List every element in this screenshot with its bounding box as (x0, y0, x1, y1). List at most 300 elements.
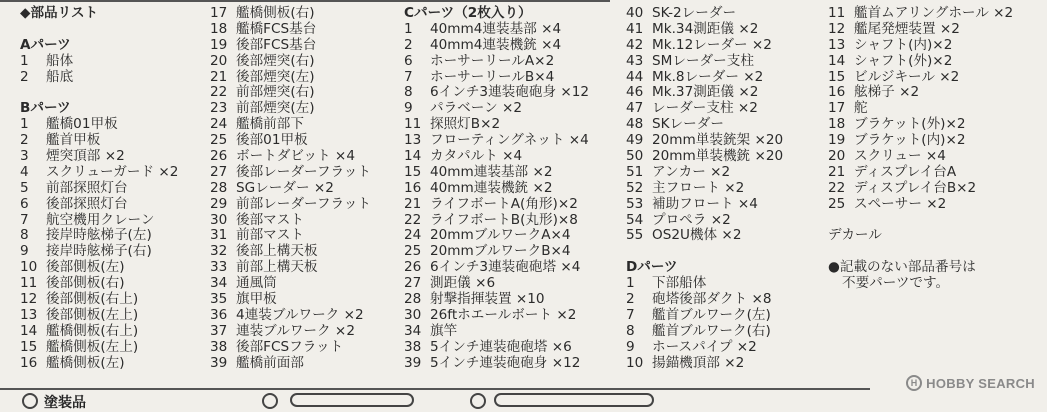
part-name: 4連装ブルワーク ×2 (236, 306, 364, 323)
part-row (624, 117, 783, 133)
part-name: SGレーダー ×2 (236, 179, 334, 196)
part-name: 後部01甲板 (236, 132, 308, 149)
part-name: SK-2レーダー (652, 5, 737, 21)
section-heading: Cパーツ（2枚入り） (404, 5, 532, 21)
part-name: 26ftホエールボート ×2 (430, 306, 577, 323)
part-name: ディスプレイ台B×2 (854, 179, 977, 196)
part-name: 5インチ連装砲砲塔 ×6 (430, 338, 572, 355)
part-number: 25 (404, 243, 422, 260)
part-number: 17 (828, 100, 846, 117)
part-number: 11 (828, 5, 846, 21)
part-name: 後部FCSフラット (236, 338, 344, 355)
part-name: 後部側板(左) (46, 259, 125, 276)
part-row (18, 356, 178, 372)
part-number: 21 (404, 195, 422, 212)
part-row (826, 181, 1013, 197)
part-number: 22 (828, 179, 846, 196)
part-number: 1 (20, 52, 29, 69)
part-row (402, 101, 589, 117)
part-number: 7 (404, 68, 413, 85)
section-heading-cut: 塗装品 (44, 395, 86, 411)
part-row (402, 292, 589, 308)
hobby-search-logo-icon: H (906, 375, 922, 391)
part-number: 5 (20, 179, 29, 196)
note-text: デカール (828, 227, 882, 244)
part-number: 28 (404, 291, 422, 308)
part-name: 20mmブルワークA×4 (430, 227, 571, 244)
part-number: 28 (210, 179, 228, 196)
part-row (18, 165, 178, 181)
part-number: 54 (626, 211, 644, 228)
part-row (208, 340, 371, 356)
part-row (624, 324, 783, 340)
part-row (826, 149, 1013, 165)
part-row (826, 54, 1013, 70)
part-name: 接岸時舷梯子(左) (46, 227, 152, 244)
part-number: 20 (210, 52, 228, 69)
part-row (208, 197, 371, 213)
part-name: アンカー ×2 (652, 163, 731, 180)
note-text: ●記載のない部品番号は (828, 259, 976, 276)
part-number: 7 (626, 306, 635, 323)
part-name: 下部船体 (652, 275, 707, 292)
part-number: 36 (210, 306, 228, 323)
part-number: 53 (626, 195, 644, 212)
part-row (402, 165, 589, 181)
part-number: 24 (210, 116, 228, 133)
part-name: 5インチ連装砲砲身 ×12 (430, 354, 581, 371)
step-label-box-1 (290, 393, 414, 407)
part-row (208, 133, 371, 149)
part-row (402, 340, 589, 356)
section-heading: Bパーツ (20, 100, 71, 117)
part-number: 1 (626, 275, 635, 292)
part-number: 30 (404, 306, 422, 323)
part-row (826, 22, 1013, 38)
part-row (402, 22, 589, 38)
part-name: 艦橋側板(右) (236, 5, 315, 21)
step-circle-3 (470, 393, 486, 409)
part-row (402, 228, 589, 244)
part-number: 22 (404, 211, 422, 228)
part-name: 艦橋前面部 (236, 354, 304, 371)
part-row (402, 356, 589, 372)
part-number: 1 (404, 20, 413, 37)
part-row (18, 181, 178, 197)
part-number: 3 (20, 148, 29, 165)
part-name: 補助フロート ×4 (652, 195, 758, 212)
part-name: シャフト(外)×2 (854, 52, 953, 69)
part-number: 40 (626, 5, 644, 21)
part-name: 探照灯B×2 (430, 116, 501, 133)
spacer (826, 244, 1013, 260)
part-number: 1 (20, 116, 29, 133)
part-number: 48 (626, 116, 644, 133)
part-name: 40mm4連装基部 ×4 (430, 20, 562, 37)
heading-row (18, 101, 178, 117)
part-name: 航空機用クレーン (46, 211, 155, 228)
part-name: 後部マスト (236, 211, 304, 228)
part-number: 35 (210, 291, 228, 308)
part-name: Mk.8レーダー ×2 (652, 68, 764, 85)
part-row (208, 181, 371, 197)
part-row (18, 117, 178, 133)
part-number: 9 (626, 338, 635, 355)
part-name: 揚錨機頂部 ×2 (652, 354, 745, 371)
part-number: 16 (404, 179, 422, 196)
part-row (402, 260, 589, 276)
part-row (208, 149, 371, 165)
part-number: 52 (626, 179, 644, 196)
part-row (826, 38, 1013, 54)
part-number: 33 (210, 259, 228, 276)
part-number: 2 (20, 132, 29, 149)
parts-column-1 (18, 6, 178, 371)
part-row (624, 181, 783, 197)
heading-row (402, 6, 589, 22)
part-name: ライフボートA(角形)×2 (430, 195, 578, 212)
part-row (402, 308, 589, 324)
part-row (624, 356, 783, 372)
part-name: 艦首ブルワーク(右) (652, 322, 771, 339)
part-name: 艦橋側板(左) (46, 354, 125, 371)
part-row (826, 85, 1013, 101)
part-row (18, 324, 178, 340)
part-number: 18 (210, 20, 228, 37)
part-row (624, 308, 783, 324)
part-number: 43 (626, 52, 644, 69)
part-name: 艦首甲板 (46, 132, 101, 149)
part-name: 後部探照灯台 (46, 195, 128, 212)
part-number: 22 (210, 84, 228, 101)
bottom-divider (0, 388, 870, 390)
part-name: 艦橋側板(左上) (46, 338, 139, 355)
part-row (208, 292, 371, 308)
part-name: 後部側板(左上) (46, 306, 139, 323)
part-number: 38 (210, 338, 228, 355)
part-name: 20mm単装機銃 ×20 (652, 148, 784, 165)
part-number: 12 (828, 20, 846, 37)
section-heading: Dパーツ (626, 259, 678, 276)
part-name: 前部探照灯台 (46, 179, 128, 196)
step-circle-2 (262, 393, 278, 409)
section-heading: ◆部品リスト (20, 5, 99, 21)
part-number: 11 (404, 116, 422, 133)
part-row (402, 197, 589, 213)
part-row (624, 85, 783, 101)
parts-column-5 (826, 6, 1013, 292)
part-name: 6インチ3連装砲砲身 ×12 (430, 84, 590, 101)
part-row (624, 22, 783, 38)
part-name: 旗竿 (430, 322, 458, 339)
part-number: 8 (404, 84, 413, 101)
heading-row (18, 38, 178, 54)
part-name: ボートダビット ×4 (236, 148, 355, 165)
part-number: 30 (210, 211, 228, 228)
part-name: 後部レーダーフラット (236, 163, 371, 180)
part-number: 21 (828, 163, 846, 180)
part-name: 連装ブルワーク ×2 (236, 322, 355, 339)
part-number: 15 (828, 68, 846, 85)
step-number-circle (22, 393, 38, 409)
part-name: ホーサーリールB×4 (430, 68, 555, 85)
part-row (826, 197, 1013, 213)
part-row (208, 228, 371, 244)
part-name: Mk.34測距儀 ×2 (652, 20, 759, 37)
part-number: 9 (404, 100, 413, 117)
part-name: 舷梯子 ×2 (854, 84, 920, 101)
part-name: 射撃指揮装置 ×10 (430, 291, 545, 308)
part-name: パラベーン ×2 (430, 100, 523, 117)
part-number: 26 (404, 259, 422, 276)
part-number: 16 (828, 84, 846, 101)
part-row (208, 324, 371, 340)
part-name: スクリューガード ×2 (46, 163, 179, 180)
part-name: 砲塔後部ダクト ×8 (652, 291, 772, 308)
part-row (402, 324, 589, 340)
part-number: 13 (404, 132, 422, 149)
part-row (18, 228, 178, 244)
part-number: 41 (626, 20, 644, 37)
part-name: 20mmブルワークB×4 (430, 243, 571, 260)
part-row (18, 308, 178, 324)
watermark-text: HOBBY SEARCH (926, 375, 1035, 391)
part-row (826, 117, 1013, 133)
part-row (624, 197, 783, 213)
part-name: SMレーダー支柱 (652, 52, 754, 69)
part-number: 39 (404, 354, 422, 371)
part-row (18, 197, 178, 213)
part-row (208, 213, 371, 229)
part-number: 51 (626, 163, 644, 180)
part-row (826, 6, 1013, 22)
part-name: ブラケット(内)×2 (854, 132, 966, 149)
part-row (624, 101, 783, 117)
part-row (624, 228, 783, 244)
part-row (624, 149, 783, 165)
part-row (624, 133, 783, 149)
part-name: 艦首ムアリングホール ×2 (854, 5, 1014, 21)
part-name: フローティングネット ×4 (430, 132, 589, 149)
part-number: 49 (626, 132, 644, 149)
part-row (624, 276, 783, 292)
part-name: OS2U機体 ×2 (652, 227, 742, 244)
part-number: 50 (626, 148, 644, 165)
part-row (624, 292, 783, 308)
part-name: ホースパイプ ×2 (652, 338, 757, 355)
part-number: 13 (20, 306, 38, 323)
part-name: 旗甲板 (236, 291, 277, 308)
part-name: 船底 (46, 68, 74, 85)
spacer (826, 213, 1013, 229)
part-row (402, 38, 589, 54)
part-name: 後部側板(右上) (46, 291, 139, 308)
part-name: 後部側板(右) (46, 275, 125, 292)
part-number: 29 (210, 195, 228, 212)
part-row (18, 340, 178, 356)
part-row (624, 70, 783, 86)
note-row (826, 260, 1013, 276)
part-number: 2 (404, 36, 413, 53)
part-row (18, 54, 178, 70)
part-number: 6 (20, 195, 29, 212)
part-number: 21 (210, 68, 228, 85)
section-heading: Aパーツ (20, 36, 71, 53)
part-number: 6 (404, 52, 413, 69)
part-name: 艦首ブルワーク(左) (652, 306, 771, 323)
part-row (18, 244, 178, 260)
part-number: 18 (828, 116, 846, 133)
part-row (826, 133, 1013, 149)
part-number: 4 (20, 163, 29, 180)
part-number: 32 (210, 243, 228, 260)
heading-row (624, 260, 783, 276)
part-row (402, 213, 589, 229)
part-name: ブラケット(外)×2 (854, 116, 966, 133)
part-number: 15 (20, 338, 38, 355)
part-number: 2 (626, 291, 635, 308)
part-number: 19 (210, 36, 228, 53)
part-name: 通風筒 (236, 275, 277, 292)
part-row (402, 85, 589, 101)
part-number: 15 (404, 163, 422, 180)
part-name: 前部煙突(右) (236, 84, 315, 101)
part-row (402, 54, 589, 70)
part-number: 25 (210, 132, 228, 149)
part-number: 25 (828, 195, 846, 212)
part-row (208, 70, 371, 86)
part-row (18, 149, 178, 165)
part-number: 34 (210, 275, 228, 292)
part-number: 44 (626, 68, 644, 85)
part-name: 艦橋側板(右上) (46, 322, 139, 339)
part-row (826, 165, 1013, 181)
part-row (208, 276, 371, 292)
part-row (208, 244, 371, 260)
part-row (402, 117, 589, 133)
part-number: 23 (210, 100, 228, 117)
part-row (402, 149, 589, 165)
part-name: 前部煙突(左) (236, 100, 315, 117)
part-number: 13 (828, 36, 846, 53)
part-row (208, 260, 371, 276)
parts-column-2 (208, 6, 371, 371)
part-row (208, 101, 371, 117)
parts-column-3 (402, 6, 589, 371)
part-name: Mk.37測距儀 ×2 (652, 84, 759, 101)
part-name: ビルジキール ×2 (854, 68, 960, 85)
part-row (18, 276, 178, 292)
part-row (624, 340, 783, 356)
part-name: スクリュー ×4 (854, 148, 946, 165)
part-row (208, 54, 371, 70)
part-row (208, 6, 371, 22)
part-number: 39 (210, 354, 228, 371)
part-row (624, 54, 783, 70)
part-row (208, 38, 371, 54)
part-row (208, 356, 371, 372)
note-row (826, 276, 1013, 292)
part-name: 6インチ3連装砲砲塔 ×4 (430, 259, 581, 276)
note-text: 不要パーツです。 (842, 275, 950, 292)
part-number: 55 (626, 227, 644, 244)
part-number: 11 (20, 275, 38, 292)
part-number: 2 (20, 68, 29, 85)
part-name: 20mm単装銃架 ×20 (652, 132, 784, 149)
part-name: SKレーダー (652, 116, 724, 133)
part-row (18, 292, 178, 308)
part-number: 16 (20, 354, 38, 371)
heading-row (18, 6, 178, 22)
part-number: 9 (20, 243, 29, 260)
part-name: ライフボートB(丸形)×8 (430, 211, 578, 228)
parts-column-4 (624, 6, 783, 371)
part-name: 後部煙突(左) (236, 68, 315, 85)
part-number: 24 (404, 227, 422, 244)
part-name: 艦橋前部下 (236, 116, 304, 133)
part-number: 17 (210, 5, 228, 21)
part-number: 19 (828, 132, 846, 149)
part-name: カタパルト ×4 (430, 148, 523, 165)
part-name: 後部煙突(右) (236, 52, 315, 69)
part-row (18, 260, 178, 276)
part-name: Mk.12レーダー ×2 (652, 36, 772, 53)
part-name: 40mm4連装機銃 ×4 (430, 36, 562, 53)
part-name: 40mm連装基部 ×2 (430, 163, 553, 180)
part-row (402, 181, 589, 197)
part-name: 接岸時舷梯子(右) (46, 243, 152, 260)
part-number: 14 (404, 148, 422, 165)
part-number: 10 (626, 354, 644, 371)
part-number: 10 (20, 259, 38, 276)
top-divider (0, 0, 610, 2)
part-name: 前部マスト (236, 227, 304, 244)
part-name: 前部レーダーフラット (236, 195, 371, 212)
part-row (208, 22, 371, 38)
part-row (402, 133, 589, 149)
part-number: 26 (210, 148, 228, 165)
part-name: 艦橋01甲板 (46, 116, 118, 133)
part-row (18, 133, 178, 149)
part-row (624, 38, 783, 54)
part-number: 8 (20, 227, 29, 244)
part-name: ディスプレイ台A (854, 163, 957, 180)
part-row (208, 85, 371, 101)
part-row (208, 117, 371, 133)
part-number: 20 (828, 148, 846, 165)
part-name: 測距儀 ×6 (430, 275, 496, 292)
part-number: 14 (828, 52, 846, 69)
part-row (402, 276, 589, 292)
part-number: 8 (626, 322, 635, 339)
part-number: 46 (626, 84, 644, 101)
part-number: 12 (20, 291, 38, 308)
part-number: 31 (210, 227, 228, 244)
part-name: 舵 (854, 100, 868, 117)
spacer (18, 22, 178, 38)
step-label-box-2 (494, 393, 654, 407)
part-row (18, 70, 178, 86)
part-number: 42 (626, 36, 644, 53)
part-name: 後部FCS基台 (236, 36, 317, 53)
part-row (826, 101, 1013, 117)
part-row (208, 165, 371, 181)
part-name: シャフト(内)×2 (854, 36, 953, 53)
part-number: 7 (20, 211, 29, 228)
part-row (624, 6, 783, 22)
part-number: 37 (210, 322, 228, 339)
note-row (826, 228, 1013, 244)
